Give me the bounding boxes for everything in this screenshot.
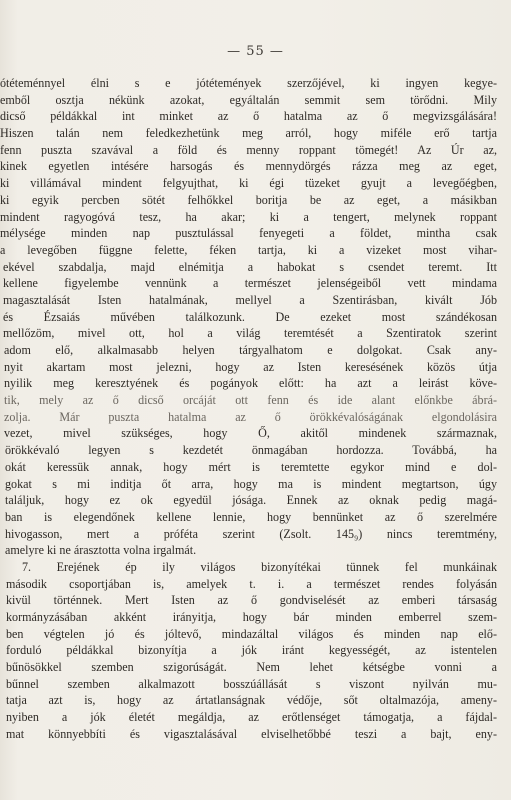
text-line: ekével szabdalja, majd elnémitja a habokat s csendet teremt. Itt — [3, 259, 497, 274]
text-line: ki egyik percben sötét felhőkkel boritja be az eget, a másikban — [0, 192, 497, 207]
text-line: ben végtelen jó és jóltevő, mindazáltal világos és minden nap elő- — [6, 626, 497, 641]
text-line: okát keressük annak, hogy mért is teremtette egykor mind e dol- — [5, 459, 497, 474]
text-line: forduló példákkal bizonyítja a jók iránt kegyességét, az istentelen — [6, 643, 497, 658]
text-line: zolja. Már puszta hatalma az ő örökkévalóságának elgondolásira — [4, 409, 497, 424]
text-line: fenn puszta szavával a föld és menny roppant tömegét! Az Úr az, — [0, 142, 497, 157]
text-line: adom elő, alkalmasabb helyen tárgyalhatom e dolgokat. Csak any- — [4, 343, 497, 357]
text-line: magasztalását Isten hatalmának, mellyel a Szentirásban, kivált Jób — [3, 292, 497, 307]
text-line: nyit akartam most jelezni, hogy az Isten keresésének közös útja — [4, 359, 497, 374]
text-line: emből osztja nékünk azokat, egyáltalán semmit sem törődni. Mily — [0, 92, 497, 107]
text-line: bűnnel szemben alkalmazott bosszúállását s viszont nyilván mu- — [6, 676, 497, 691]
text-line: dicső példákkal int minket az ő hatalma az ő megvizsgálására! — [0, 109, 497, 124]
text-line: vezet, mivel szükséges, hogy Ő, akitől mindenek származnak, — [4, 426, 497, 441]
text-line: második csoportjában is, amelyek t. i. a természet rendes folyásán — [6, 576, 497, 591]
paragraph-start-line: 7. Erejének ép ily világos bizonyítékai tünnek fel munkáinak — [22, 559, 497, 574]
text-line: mindent ragyogóvá tesz, ha akar; ki a tengert, melynek roppant — [0, 209, 497, 224]
text-line: kivül történnek. Mert Isten az ő gondviselését az emberi társaság — [6, 593, 497, 608]
text-line: ban is elegendőnek kellene lennie, hogy bennünket az ő szerelmére — [5, 509, 497, 524]
text-line: találjuk, hogy ez ok egyedül jósága. Ennek az oknak pedig magá- — [5, 493, 497, 508]
text-line: amelyre ki ne árasztotta volna irgalmát. — [5, 543, 197, 558]
text-line: nyiben a jók életét megáldja, az erőtlenséget támogatja, a fájdal- — [6, 710, 497, 725]
text-line: bűnösökkel szemben szigorúságát. Nem lehet kétségbe vonni a — [6, 660, 497, 675]
text-line: ki villámával mindent felgyujthat, ki égi tüzeket gyujt a levegőégben, — [0, 176, 497, 191]
text-line: ótéteménnyel élni s e jótétemények szerzőjével, ki ingyen kegye- — [0, 76, 497, 90]
body-text — [0, 75, 511, 743]
text-line: a levegőben függne felette, féken tartja, ki a vizeket most vihar- — [0, 242, 497, 257]
text-line: kinek egyetlen intésére harsogás és mennydörgés rázza meg az eget, — [0, 159, 497, 174]
text-line: örökkévaló legyen s kezdetét önmagában hordozza. Továbbá, ha — [5, 443, 497, 458]
text-line: mat könnyebbíti és vigasztalásával elviselhetőbbé teszi a bajt, eny- — [6, 726, 497, 741]
text-line: mellőzöm, mivel ott, hol a világ teremtését a Szentiratok szerint — [3, 326, 497, 341]
text-line: tatja azt is, hogy az ártatlanságnak védője, sőt oltalmazója, ameny- — [6, 693, 497, 708]
text-line: Hiszen talán nem feledkezhetünk meg arról, hogy miféle erő tartja — [0, 126, 497, 141]
text-line: kormányzásában akként irányitja, hogy bár minden emberrel szem- — [6, 610, 497, 624]
text-line: hivogasson, mert a próféta szerint (Zsolt. 145₉) nincs teremtmény, — [5, 526, 497, 541]
text-line: mélysége minden nap pusztulással fenyegeti a földet, mintha csak — [0, 226, 497, 241]
text-line: gokat s mi inditja őt arra, hogy ma is mindent megtartson, úgy — [5, 476, 497, 491]
text-line: kellene figyelembe vennünk a természet jelenségeiből vett mindama — [3, 276, 497, 291]
text-line: nyilik meg keresztyének és pogányok előtt: ha azt a leirást köve- — [4, 376, 497, 391]
text-line: és Ézsaiás művében találkozunk. De ezeket most szándékosan — [3, 309, 497, 324]
page-number: — 55 — — [227, 44, 284, 59]
text-line: tik, mely az ő dicső orcáját ott fenn és ide alant előnkbe ábrá- — [4, 393, 497, 408]
